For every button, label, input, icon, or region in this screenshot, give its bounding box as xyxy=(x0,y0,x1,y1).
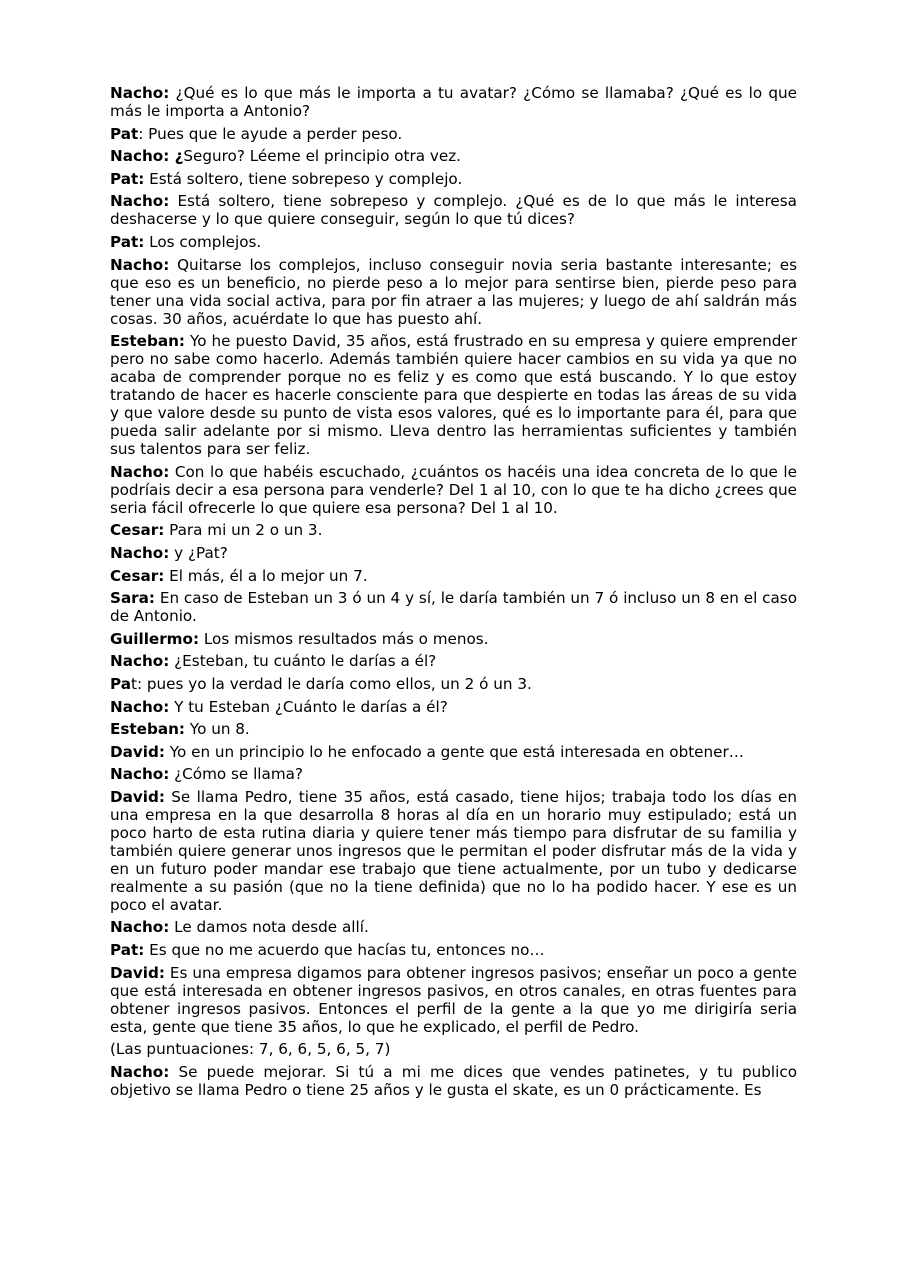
dialogue-text: Yo he puesto David, 35 años, está frustrado en su empresa y quiere emprender pero no sabe como hacerlo. Además también quiere hacer cambios en su vida ya que no acaba de comprender porque no es feliz y es como que está buscando. Y lo que estoy tratando de hacer es hacerle consciente para que despierte en todas las áreas de su vida y que valore desde su punto de vista esos valores, qué es lo importante para él, para que pueda salir adelante por si mismo. Lleva dentro las herramientas suficientes y también sus talentos para ser feliz. xyxy=(110,332,797,459)
dialogue-line xyxy=(110,192,797,228)
dialogue-text: Está soltero, tiene sobrepeso y complejo. ¿Qué es de lo que más le interesa deshacerse y lo que quiere conseguir, según lo que tú dices? xyxy=(110,192,797,229)
dialogue-line xyxy=(110,630,797,648)
dialogue-line xyxy=(110,233,797,251)
speaker-name: Cesar: xyxy=(110,566,165,585)
dialogue-text: Con lo que habéis escuchado, ¿cuántos os hacéis una idea concreta de lo que le podríais decir a esa persona para venderle? Del 1 al 10, con lo que te ha dicho ¿crees que seria fácil ofrecerle lo que quiere esa persona? Del 1 al 10. xyxy=(110,462,797,517)
dialogue-line xyxy=(110,521,797,539)
dialogue-text: ¿Cómo se llama? xyxy=(169,765,303,784)
speaker-name: Nacho: xyxy=(110,652,170,671)
speaker-name: Nacho: xyxy=(110,765,170,784)
document-page xyxy=(110,84,797,1103)
dialogue-line xyxy=(110,147,797,165)
dialogue-line xyxy=(110,743,797,761)
speaker-name: Pa xyxy=(110,674,131,693)
speaker-name: Nacho: xyxy=(110,697,170,716)
dialogue-text: ¿Qué es lo que más le importa a tu avatar? ¿Cómo se llamaba? ¿Qué es lo que más le importa a Antonio? xyxy=(110,84,797,120)
dialogue-text: : Pues que le ayude a perder peso. xyxy=(138,124,403,143)
speaker-name: Nacho: xyxy=(110,84,170,102)
dialogue-text: Es que no me acuerdo que hacías tu, entonces no… xyxy=(144,941,545,960)
speaker-name: Guillermo: xyxy=(110,629,200,648)
dialogue-text: Se llama Pedro, tiene 35 años, está casado, tiene hijos; trabaja todo los días en una empresa en la que desarrolla 8 horas al día en un horario muy estipulado; está un poco harto de esta rutina diaria y quiere tener más tiempo para disfrutar de su familia y también quiere generar unos ingresos que le permitan el poder disfrutar más de la vida y en un futuro poder mandar ese trabajo que tiene actualmente, por un tubo y dedicarse realmente a su pasión (que no la tiene definida) que no lo ha podido hacer. Y ese es un poco el avatar. xyxy=(110,787,797,914)
dialogue-text: Yo en un principio lo he enfocado a gente que está interesada en obtener… xyxy=(164,742,744,761)
dialogue-line xyxy=(110,170,797,188)
speaker-name: Nacho: xyxy=(110,543,170,562)
speaker-name: Nacho: xyxy=(110,462,170,481)
dialogue-text: y ¿Pat? xyxy=(169,543,228,562)
dialogue-line xyxy=(110,463,797,517)
dialogue-line xyxy=(110,589,797,625)
speaker-name: Nacho: xyxy=(110,192,170,211)
dialogue-text: En caso de Esteban un 3 ó un 4 y sí, le daría también un 7 ó incluso un 8 en el caso de Antonio. xyxy=(110,589,797,626)
speaker-name: David: xyxy=(110,963,165,982)
speaker-name: Pat: xyxy=(110,169,145,188)
dialogue-line xyxy=(110,544,797,562)
speaker-name: Esteban: xyxy=(110,720,185,739)
speaker-name: Nacho: ¿ xyxy=(110,147,184,166)
dialogue-text: Los mismos resultados más o menos. xyxy=(199,629,489,648)
speaker-name: Pat: xyxy=(110,941,145,960)
dialogue-line xyxy=(110,1063,797,1099)
dialogue-text: t: pues yo la verdad le daría como ellos, un 2 ó un 3. xyxy=(130,674,532,693)
dialogue-line xyxy=(110,675,797,693)
speaker-name: David: xyxy=(110,742,165,761)
dialogue-line xyxy=(110,332,797,458)
dialogue-line xyxy=(110,125,797,143)
dialogue-line xyxy=(110,652,797,670)
dialogue-text: ¿Esteban, tu cuánto le darías a él? xyxy=(169,652,437,671)
speaker-name: Esteban: xyxy=(110,332,185,351)
dialogue-line xyxy=(110,788,797,914)
dialogue-line xyxy=(110,698,797,716)
dialogue-text: Seguro? Léeme el principio otra vez. xyxy=(183,147,462,166)
speaker-name: Nacho: xyxy=(110,255,170,274)
dialogue-line xyxy=(110,941,797,959)
dialogue-line xyxy=(110,964,797,1036)
dialogue-line xyxy=(110,84,797,120)
dialogue-text: El más, él a lo mejor un 7. xyxy=(164,566,368,585)
dialogue-text: Le damos nota desde allí. xyxy=(169,918,369,937)
dialogue-text: Está soltero, tiene sobrepeso y complejo. xyxy=(144,169,463,188)
speaker-name: Nacho: xyxy=(110,918,170,937)
speaker-name: Cesar: xyxy=(110,521,165,540)
speaker-name: Nacho: xyxy=(110,1062,170,1081)
dialogue-text: Yo un 8. xyxy=(184,720,250,739)
dialogue-text: Se puede mejorar. Si tú a mi me dices que vendes patinetes, y tu publico objetivo se llama Pedro o tiene 25 años y le gusta el skate, es un 0 prácticamente. Es xyxy=(110,1062,797,1099)
dialogue-line xyxy=(110,765,797,783)
dialogue-line xyxy=(110,918,797,936)
speaker-name: Pat xyxy=(110,124,139,143)
dialogue-text: Los complejos. xyxy=(144,232,262,251)
speaker-name: Sara: xyxy=(110,589,155,608)
dialogue-text: Y tu Esteban ¿Cuánto le darías a él? xyxy=(169,697,448,716)
dialogue-text: Para mi un 2 o un 3. xyxy=(164,521,323,540)
dialogue-line xyxy=(110,567,797,585)
dialogue-line xyxy=(110,720,797,738)
speaker-name: David: xyxy=(110,787,165,806)
dialogue-text: Quitarse los complejos, incluso conseguir novia seria bastante interesante; es que eso es un beneficio, no pierde peso a lo mejor para sentirse bien, pierde peso para tener una vida social activa, para por fin atraer a las mujeres; y luego de ahí saldrán más cosas. 30 años, acuérdate lo que has puesto ahí. xyxy=(110,255,797,328)
speaker-name: Pat: xyxy=(110,232,145,251)
scores-note xyxy=(110,1040,797,1058)
dialogue-line xyxy=(110,256,797,328)
dialogue-text: (Las puntuaciones: 7, 6, 6, 5, 6, 5, 7) xyxy=(110,1040,391,1059)
dialogue-text: Es una empresa digamos para obtener ingresos pasivos; enseñar un poco a gente que está interesada en obtener ingresos pasivos, en otros canales, en otras fuentes para obtener ingresos pasivos. Entonces el perfil de la gente a la que yo me dirigiría seria esta, gente que tiene 35 años, lo que he explicado, el perfil de Pedro. xyxy=(110,963,797,1036)
